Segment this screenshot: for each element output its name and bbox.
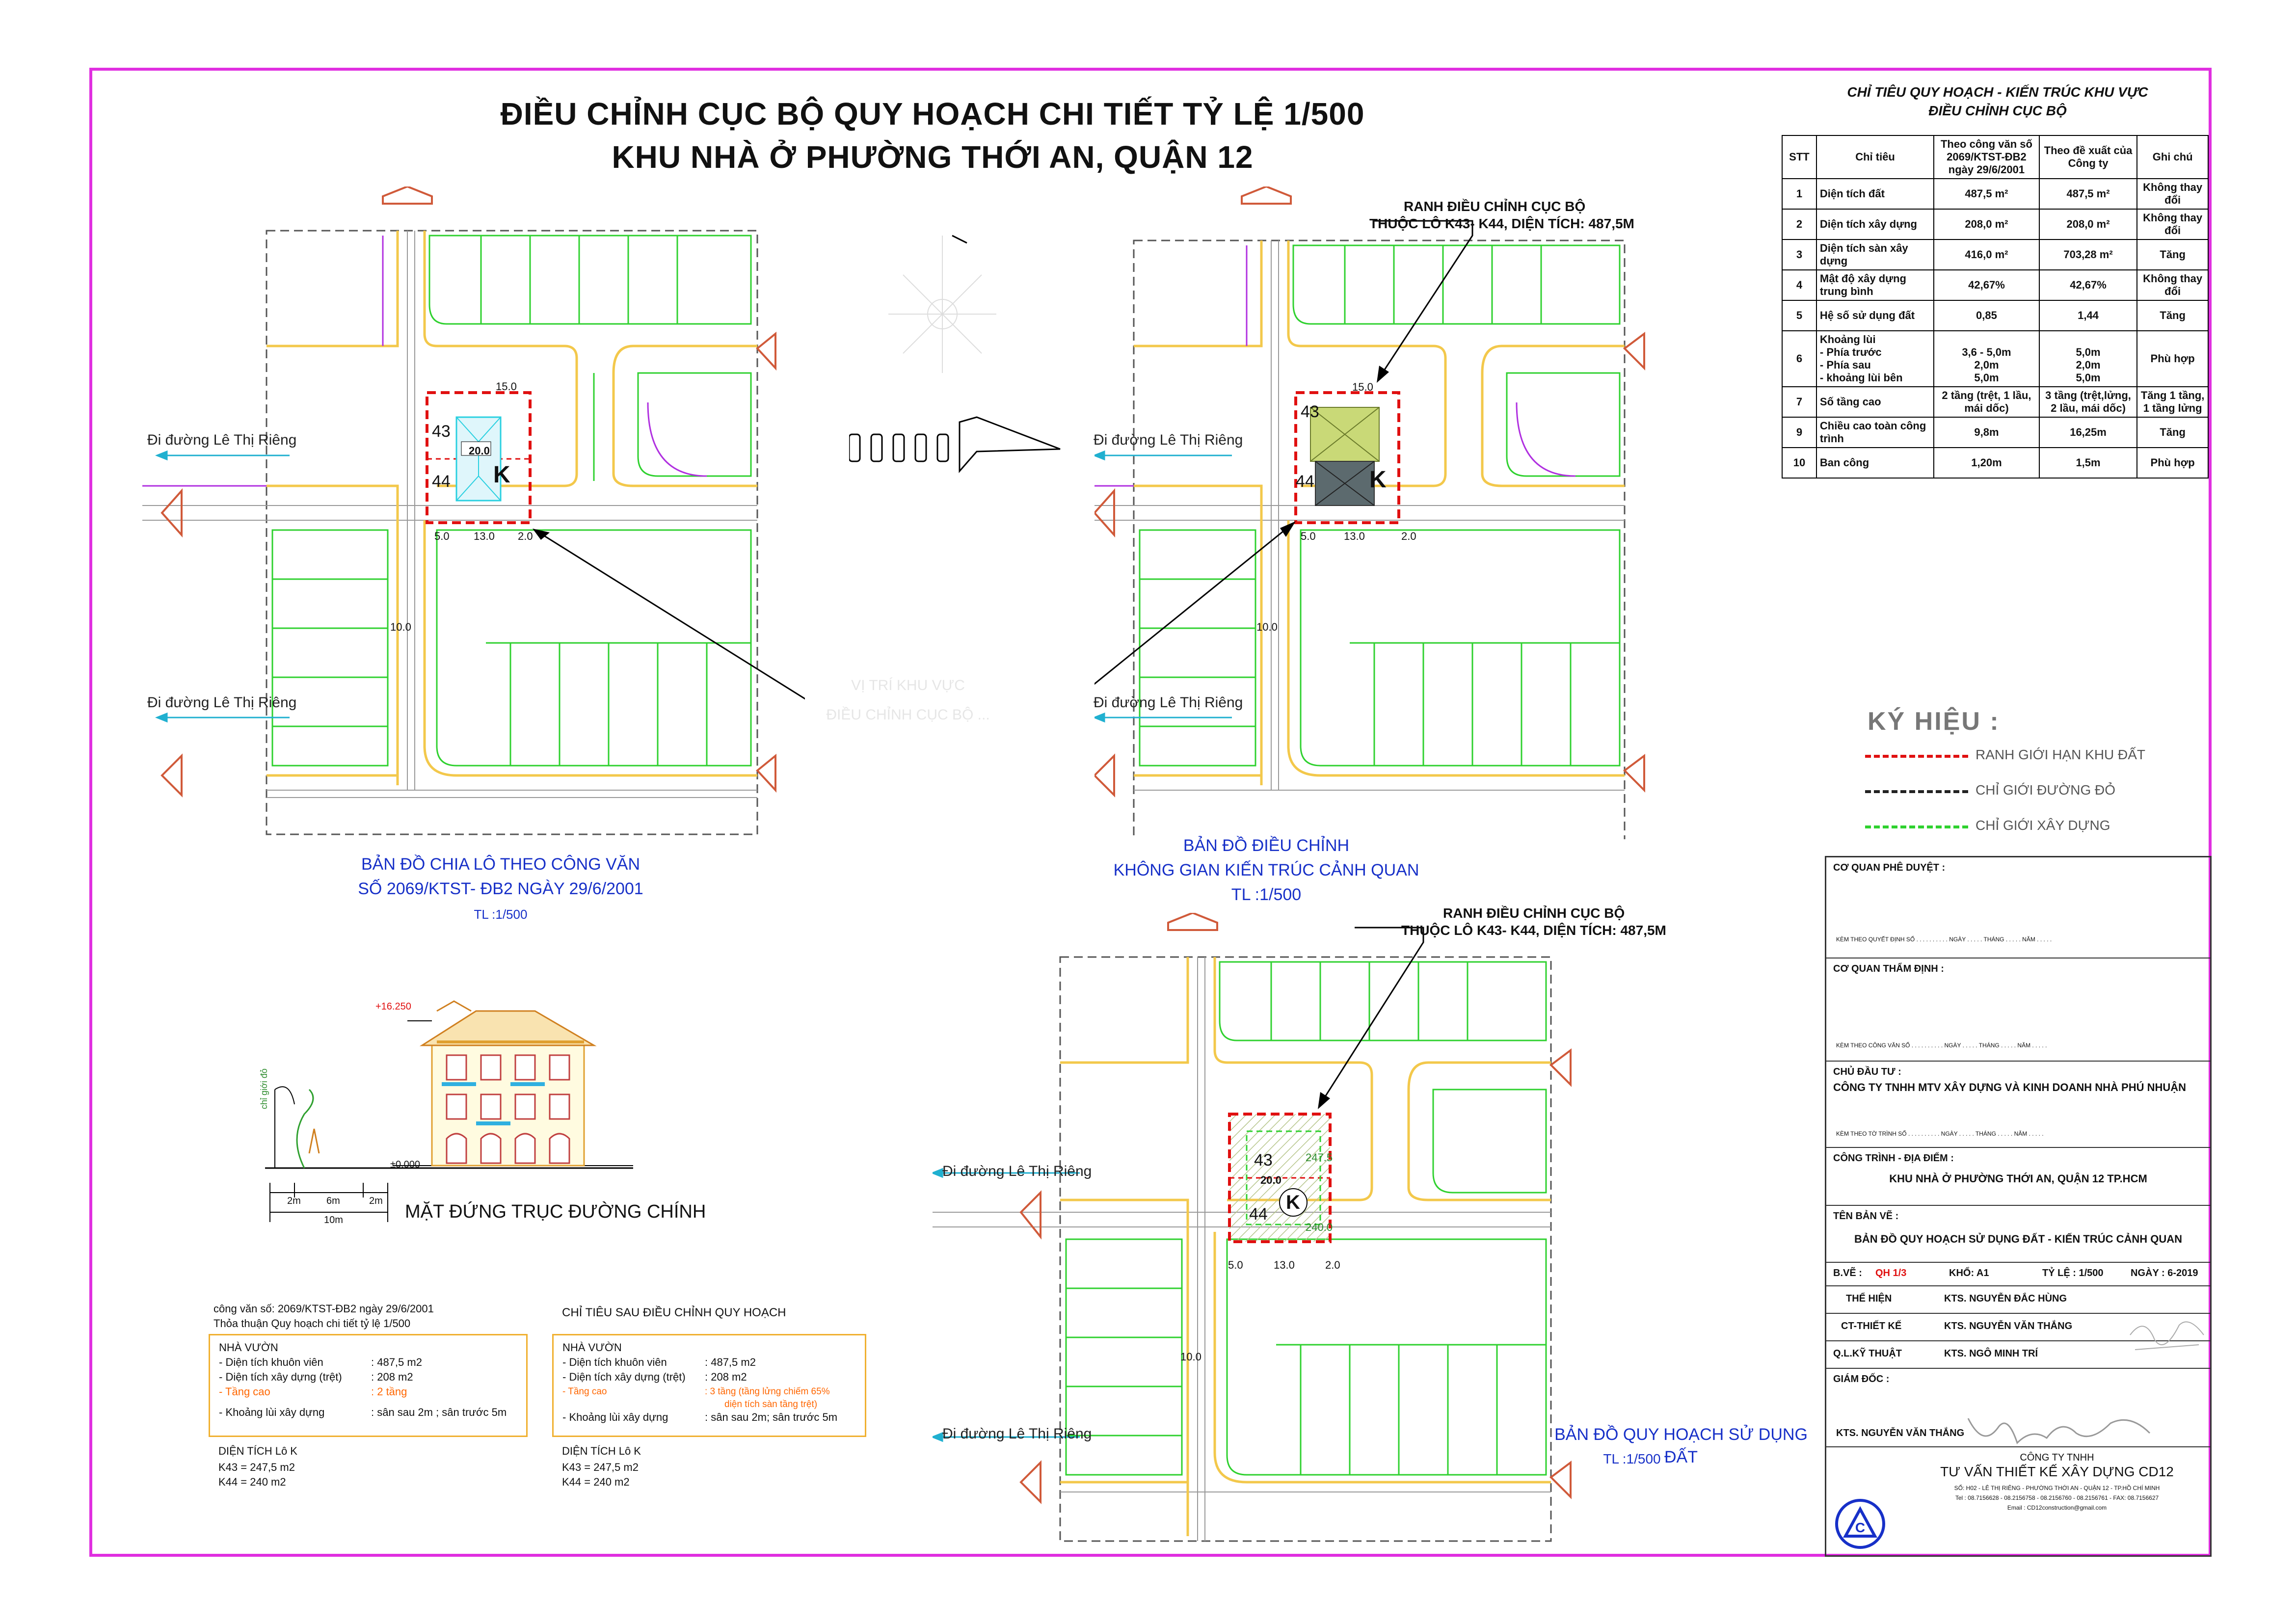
table-cell: 487,5 m² bbox=[1934, 179, 2039, 209]
indicator-box-adjusted bbox=[552, 1334, 866, 1437]
table-title: CHỈ TIÊU QUY HOẠCH - KIẾN TRÚC KHU VỰC bbox=[1847, 84, 2148, 100]
table-cell: 3 tầng (trệt,lửng, 2 lầu, mái dốc) bbox=[2039, 387, 2137, 417]
dimension-label: 15.0 bbox=[496, 380, 517, 393]
plan-scale: TL :1/500 bbox=[1603, 1451, 1661, 1466]
table-cell: Diện tích xây dựng bbox=[1816, 209, 1934, 240]
callout-text: THUỘC LÔ K43- K44, DIỆN TÍCH: 487,5M bbox=[1401, 923, 1666, 938]
table-cell: Diện tích đất bbox=[1816, 179, 1934, 209]
table-cell: 9,8m bbox=[1934, 417, 2039, 448]
legend-swatch bbox=[1865, 790, 1968, 793]
table-row bbox=[1782, 270, 2208, 300]
plan-caption: BẢN ĐỒ CHIA LÔ THEO CÔNG VĂN bbox=[361, 855, 641, 874]
box-row: - Diện tích khuôn viên : 487,5 m2 bbox=[562, 1356, 756, 1368]
plan-caption: BẢN ĐỒ QUY HOẠCH SỬ DỤNG ĐẤT bbox=[1554, 1425, 1808, 1466]
dimension-label: 13.0 bbox=[1344, 530, 1365, 542]
table-cell: Không thay đổi bbox=[2137, 209, 2208, 240]
project-row: CÔNG TRÌNH - ĐỊA ĐIỂM : KHU NHÀ Ở PHƯỜNG THỚI AN, QUẬN 12 TP.HCM bbox=[1826, 1148, 2210, 1206]
legend-item bbox=[1865, 781, 2209, 801]
legend-swatch bbox=[1865, 825, 1968, 828]
area-line: K43 = 247,5 m2 bbox=[562, 1461, 639, 1473]
table-cell: Phù hợp bbox=[2137, 331, 2208, 387]
box-title: NHÀ VƯỜN bbox=[562, 1341, 622, 1354]
callout-text: THUỘC LÔ K43- K44, DIỆN TÍCH: 487,5M bbox=[1369, 216, 1634, 231]
box-row: - Tầng cao : 3 tầng (tầng lửng chiếm 65% bbox=[562, 1386, 830, 1397]
table-cell: Không thay đổi bbox=[2137, 270, 2208, 300]
staff-row: CT-THIẾT KẾ KTS. NGUYỄN VĂN THẮNG bbox=[1826, 1314, 2210, 1341]
lot-label: 43 bbox=[432, 422, 451, 441]
note-line: Thỏa thuận Quy hoạch chi tiết tỷ lệ 1/500 bbox=[214, 1317, 411, 1330]
table-cell: Tăng bbox=[2137, 417, 2208, 448]
dimension-label: 15.0 bbox=[1352, 381, 1373, 393]
table-cell: Số tầng cao bbox=[1816, 387, 1934, 417]
table-cell: 3 bbox=[1782, 240, 1816, 270]
dimension-label: 2.0 bbox=[1325, 1259, 1340, 1271]
area-title: DIỆN TÍCH Lô K bbox=[562, 1445, 641, 1457]
dimension-label: 2m bbox=[369, 1196, 383, 1206]
block-label: K bbox=[1286, 1192, 1300, 1213]
box-row: - Tầng cao : 2 tầng bbox=[219, 1385, 407, 1398]
table-cell: 1 bbox=[1782, 179, 1816, 209]
area-label: 247.5 bbox=[1306, 1151, 1333, 1164]
elevation-level: ±0.000 bbox=[390, 1159, 421, 1170]
table-cell: Tăng bbox=[2137, 240, 2208, 270]
table-cell: Chiều cao toàn công trình bbox=[1816, 417, 1934, 448]
road-label: Đi đường Lê Thị Riêng bbox=[147, 694, 297, 711]
table-header-row bbox=[1782, 135, 2208, 179]
road-label: Đi đường Lê Thị Riêng bbox=[1094, 432, 1243, 448]
approval-row: CƠ QUAN PHÊ DUYỆT : KÈM THEO QUYẾT ĐỊNH SỐ . . . . . . . . . . NGÀY . . . . . THÁNG . . . . . NĂM . . . . . bbox=[1826, 857, 2210, 958]
table-header-cell: Chỉ tiêu bbox=[1816, 135, 1934, 179]
faint-label: ĐIỀU CHỈNH CỤC BỘ ... bbox=[826, 707, 990, 723]
drawing-title-line2: KHU NHÀ Ở PHƯỜNG THỚI AN, QUẬN 12 bbox=[612, 139, 1254, 175]
table-header-cell: Theo đề xuất của Công ty bbox=[2039, 135, 2137, 179]
dimension-label: 13.0 bbox=[1274, 1259, 1295, 1271]
table-row bbox=[1782, 387, 2208, 417]
company-logo bbox=[1831, 1497, 1890, 1551]
table-row bbox=[1782, 300, 2208, 331]
table-cell: 16,25m bbox=[2039, 417, 2137, 448]
table-cell: 1,5m bbox=[2039, 448, 2137, 478]
dimension-label: 6m bbox=[326, 1196, 340, 1206]
table-title: ĐIỀU CHỈNH CỤC BỘ bbox=[1928, 103, 2067, 118]
dimension-label: 13.0 bbox=[474, 530, 495, 542]
dimension-label: 20.0 bbox=[469, 445, 490, 457]
table-header-cell: STT bbox=[1782, 135, 1816, 179]
dimension-label: 2m bbox=[287, 1196, 301, 1206]
road-label: Đi đường Lê Thị Riêng bbox=[942, 1163, 1092, 1179]
drawing-title-line1: ĐIỀU CHỈNH CỤC BỘ QUY HOẠCH CHI TIẾT TỶ LỆ 1/500 bbox=[500, 96, 1365, 132]
area-line: K43 = 247,5 m2 bbox=[218, 1461, 295, 1473]
block-label: K bbox=[1369, 467, 1387, 493]
table-row bbox=[1782, 209, 2208, 240]
table-cell: 3,6 - 5,0m 2,0m 5,0m bbox=[1934, 331, 2039, 387]
legend-label: CHỈ GIỚI ĐƯỜNG ĐỎ bbox=[1976, 782, 2116, 798]
plan-caption: BẢN ĐỒ ĐIỀU CHỈNH bbox=[1183, 836, 1350, 855]
table-row bbox=[1782, 448, 2208, 478]
lot-label: 43 bbox=[1254, 1151, 1273, 1170]
table-cell: 6 bbox=[1782, 331, 1816, 387]
callout-text: RANH ĐIỀU CHỈNH CỤC BỘ bbox=[1443, 905, 1625, 921]
table-cell: 2 tầng (trệt, 1 lầu, mái dốc) bbox=[1934, 387, 2039, 417]
table-cell: 703,28 m² bbox=[2039, 240, 2137, 270]
legend-swatch bbox=[1865, 755, 1968, 758]
company-block: CÔNG TY TNHH TƯ VẤN THIẾT KẾ XÂY DỰNG CD12 SỐ: H02 - LÊ THỊ RIÊNG - PHƯỜNG THỚI AN - QUẬN 12 - TP.HỒ CHÍ MINH Tel : 08.7156628 - 08.2156758 - 08.2156760 - 08.2156761 - FAX: 08.7156627 Email : CD12construction@gmail.com bbox=[1940, 1452, 2174, 1511]
plan-map-adjusted bbox=[1095, 186, 1683, 839]
staff-row: Q.L.KỸ THUẬT KTS. NGÔ MINH TRÍ bbox=[1826, 1341, 2210, 1369]
drawing-name-row: TÊN BẢN VẼ : BẢN ĐỒ QUY HOẠCH SỬ DỤNG ĐẤT - KIẾN TRÚC CẢNH QUAN bbox=[1826, 1206, 2210, 1263]
table-cell: 42,67% bbox=[1934, 270, 2039, 300]
dimension-label: 10.0 bbox=[390, 621, 411, 633]
plan-scale: TL :1/500 bbox=[1231, 885, 1302, 904]
table-cell: 10 bbox=[1782, 448, 1816, 478]
table-cell: Không thay đổi bbox=[2137, 179, 2208, 209]
dimension-label: 2.0 bbox=[518, 530, 533, 542]
table-cell: 7 bbox=[1782, 387, 1816, 417]
note-line: công văn số: 2069/KTST-ĐB2 ngày 29/6/2001 bbox=[214, 1303, 434, 1315]
table-cell: Tăng 1 tầng, 1 tầng lửng bbox=[2137, 387, 2208, 417]
road-label: Đi đường Lê Thị Riêng bbox=[942, 1426, 1092, 1442]
area-line: K44 = 240 m2 bbox=[562, 1476, 630, 1488]
elevation-level: +16.250 bbox=[375, 1001, 411, 1012]
plan-scale: TL :1/500 bbox=[474, 907, 528, 922]
table-row bbox=[1782, 179, 2208, 209]
table-cell: 5 bbox=[1782, 300, 1816, 331]
dimension-label: 5.0 bbox=[1301, 530, 1316, 542]
north-arrow-icon bbox=[883, 226, 1001, 383]
plan-caption: SỐ 2069/KTST- ĐB2 NGÀY 29/6/2001 bbox=[358, 879, 643, 898]
legend-label: CHỈ GIỚI XÂY DỰNG bbox=[1976, 818, 2110, 833]
staff-signature bbox=[2125, 1305, 2209, 1364]
table-row bbox=[1782, 331, 2208, 387]
box-row: - Khoảng lùi xây dựng : sân sau 2m; sân trước 5m bbox=[562, 1411, 838, 1423]
table-cell: Khoảng lùi - Phía trước - Phía sau - khoảng lùi bên bbox=[1816, 331, 1934, 387]
table-cell: Hệ số sử dụng đất bbox=[1816, 300, 1934, 331]
plan-map-original bbox=[142, 186, 805, 839]
table-cell: 5,0m 2,0m 5,0m bbox=[2039, 331, 2137, 387]
box-row: - Khoảng lùi xây dựng : sân sau 2m ; sân trước 5m bbox=[219, 1406, 507, 1418]
area-label: 240.0 bbox=[1306, 1221, 1333, 1233]
table-cell: 0,85 bbox=[1934, 300, 2039, 331]
table-cell: 42,67% bbox=[2039, 270, 2137, 300]
legend-label: RANH GIỚI HẠN KHU ĐẤT bbox=[1976, 747, 2146, 762]
staff-row: THỂ HIỆN KTS. NGUYỄN ĐẮC HÙNG bbox=[1826, 1286, 2210, 1314]
table-cell: Ban công bbox=[1816, 448, 1934, 478]
svg-text:C: C bbox=[1855, 1520, 1866, 1535]
table-cell: 208,0 m² bbox=[2039, 209, 2137, 240]
dimension-label: 2.0 bbox=[1401, 530, 1416, 542]
lot-label: 44 bbox=[432, 472, 451, 491]
faint-label: VỊ TRÍ KHU VỰC bbox=[851, 677, 965, 693]
table-cell: 1,44 bbox=[2039, 300, 2137, 331]
dimension-label: 5.0 bbox=[434, 530, 450, 542]
table-header-cell: Ghi chú bbox=[2137, 135, 2208, 179]
table-row bbox=[1782, 240, 2208, 270]
box-title: NHÀ VƯỜN bbox=[219, 1341, 278, 1354]
table-header-cell: Theo công văn số 2069/KTST-ĐB2 ngày 29/6/2001 bbox=[1934, 135, 2039, 179]
dimension-label: 10.0 bbox=[1256, 621, 1278, 633]
table-cell: 1,20m bbox=[1934, 448, 2039, 478]
investor-row: CHỦ ĐẦU TƯ : CÔNG TY TNHH MTV XÂY DỰNG VÀ KINH DOANH NHÀ PHÚ NHUẬN KÈM THEO TỜ TRÌNH SỐ . . . . . . . . . . NGÀY . . . . . THÁNG . . . . . NĂM . . . . . bbox=[1826, 1062, 2210, 1148]
legend-item bbox=[1865, 817, 2209, 836]
box-row: - Diện tích khuôn viên : 487,5 m2 bbox=[219, 1356, 422, 1368]
table-cell: 9 bbox=[1782, 417, 1816, 448]
red-line-label: chỉ giới đỏ bbox=[259, 1068, 269, 1109]
dimension-label: 20.0 bbox=[1260, 1174, 1281, 1186]
note-heading: CHỈ TIÊU SAU ĐIỀU CHỈNH QUY HOẠCH bbox=[562, 1306, 786, 1319]
dimension-label: 5.0 bbox=[1228, 1259, 1243, 1271]
appraisal-row: CƠ QUAN THẨM ĐỊNH : KÈM THEO CÔNG VĂN SỐ . . . . . . . . . . NGÀY . . . . . THÁNG . . . . . NĂM . . . . . bbox=[1826, 958, 2210, 1062]
table-cell: 2 bbox=[1782, 209, 1816, 240]
table-cell: Diện tích sàn xây dựng bbox=[1816, 240, 1934, 270]
dimension-label: 10.0 bbox=[1180, 1351, 1201, 1363]
table-cell: Phù hợp bbox=[2137, 448, 2208, 478]
legend-title: KÝ HIỆU : bbox=[1868, 707, 2000, 736]
table-row bbox=[1782, 417, 2208, 448]
table-cell: 416,0 m² bbox=[1934, 240, 2039, 270]
block-label: K bbox=[493, 462, 510, 488]
road-label: Đi đường Lê Thị Riêng bbox=[1094, 694, 1243, 711]
director-signature bbox=[1963, 1399, 2169, 1458]
table-cell: 4 bbox=[1782, 270, 1816, 300]
table-cell: Mật độ xây dựng trung bình bbox=[1816, 270, 1934, 300]
transition-arrow bbox=[849, 402, 1065, 491]
box-row: - Diện tích xây dựng (trệt) : 208 m2 bbox=[562, 1371, 747, 1383]
table-cell: 208,0 m² bbox=[1934, 209, 2039, 240]
lot-label: 43 bbox=[1301, 402, 1319, 421]
plan-caption: KHÔNG GIAN KIẾN TRÚC CẢNH QUAN bbox=[1113, 861, 1419, 879]
indicator-table bbox=[1782, 135, 2209, 479]
plan-map-land-use bbox=[933, 913, 1600, 1546]
callout-text: RANH ĐIỀU CHỈNH CỤC BỘ bbox=[1404, 199, 1586, 214]
lot-label: 44 bbox=[1249, 1205, 1268, 1224]
box-row: diện tích sàn tầng trệt) bbox=[724, 1399, 818, 1410]
road-label: Đi đường Lê Thị Riêng bbox=[147, 432, 297, 448]
legend-item bbox=[1865, 746, 2209, 766]
box-row: - Diện tích xây dựng (trệt) : 208 m2 bbox=[219, 1371, 413, 1383]
table-cell: 487,5 m² bbox=[2039, 179, 2137, 209]
area-line: K44 = 240 m2 bbox=[218, 1476, 286, 1488]
table-cell: Tăng bbox=[2137, 300, 2208, 331]
elevation-title: MẶT ĐỨNG TRỤC ĐƯỜNG CHÍNH bbox=[405, 1201, 706, 1222]
director-row: GIÁM ĐỐC : KTS. NGUYỄN VĂN THẮNG bbox=[1826, 1369, 2210, 1447]
dimension-label: 10m bbox=[324, 1215, 343, 1225]
lot-label: 44 bbox=[1296, 472, 1314, 491]
area-title: DIỆN TÍCH Lô K bbox=[218, 1445, 297, 1457]
sheet-info-row: B.VẼ : QH 1/3 KHỔ: A1 TỶ LỆ : 1/500 NGÀY : 6-2019 bbox=[1826, 1263, 2210, 1286]
indicator-box-original bbox=[209, 1334, 528, 1437]
